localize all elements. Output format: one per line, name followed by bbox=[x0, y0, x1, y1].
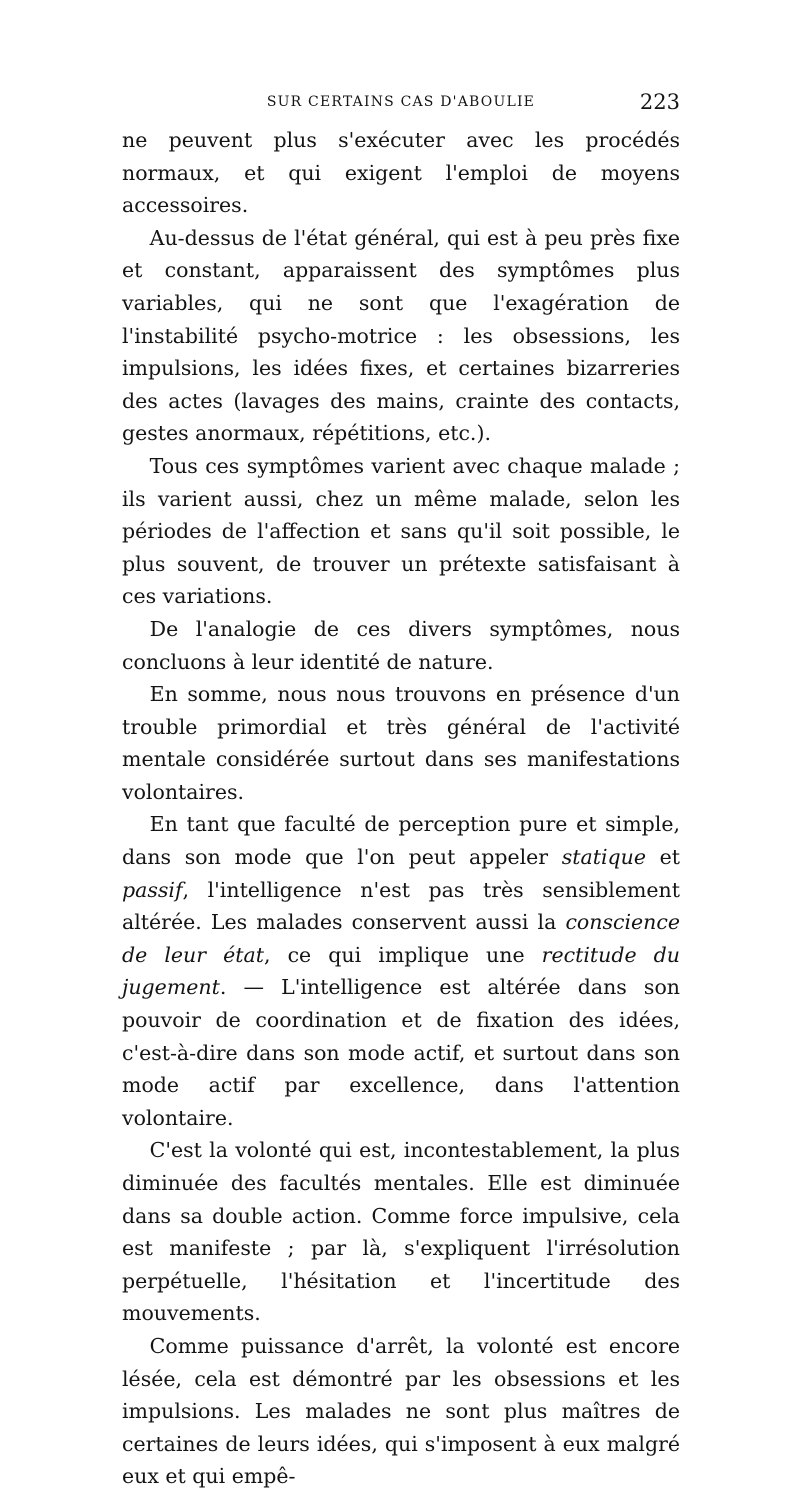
paragraph-text: Comme puissance d'arrêt, la volonté est encore lésée, cela est démontré par les obsessions et les impulsions. Les malades ne sont plus maîtres de certaines de leurs idées, qui s'imposent à eux malgré eux et qui empê- bbox=[122, 1333, 680, 1489]
paragraph-text: En somme, nous nous trouvons en présence d'un trouble primordial et très général de l'activité mentale considérée surtout dans ses manifestations volontaires. bbox=[122, 682, 680, 804]
paragraph bbox=[122, 808, 680, 1134]
paragraph bbox=[122, 613, 680, 678]
paragraph-text: C'est la volonté qui est, incontestablement, la plus diminuée des facultés mentales. Elle est diminuée dans sa double action. Comme force impulsive, cela est manifeste ; par là, s'expliquent l'irrésolution perpétuelle, l'hésitation et l'incertitude des mouvements. bbox=[122, 1138, 680, 1326]
italic-text: passif bbox=[122, 877, 183, 902]
paragraph-text: , l'intelligence n'est pas très sensiblement altérée. Les malades conservent aussi la bbox=[122, 877, 680, 935]
paragraph bbox=[122, 450, 680, 613]
paragraph-text: De l'analogie de ces divers symptômes, nous concluons à leur identité de nature. bbox=[122, 616, 680, 674]
italic-text: rectitude du jugement bbox=[122, 942, 680, 1000]
paragraph bbox=[122, 222, 680, 450]
paragraph bbox=[122, 1330, 680, 1493]
paragraph-text: ne peuvent plus s'exécuter avec les procédés normaux, et qui exigent l'emploi de moyens accessoires. bbox=[122, 128, 680, 218]
paragraph-text: Au-dessus de l'état général, qui est à peu près fixe et constant, apparaissent des symptômes plus variables, qui ne sont que l'exagération de l'instabilité psycho-motrice : les obsessions, les impulsions, les idées fixes, et certaines bizarreries des actes (lavages des mains, crainte des contacts, gestes anormaux, répétitions, etc.). bbox=[122, 225, 680, 446]
paragraph-text: En tant que faculté de perception pure et simple, dans son mode que l'on peut appeler bbox=[122, 812, 680, 870]
running-title: SUR CERTAINS CAS D'ABOULIE bbox=[266, 94, 536, 110]
paragraph-text: , ce qui implique une bbox=[263, 942, 542, 967]
paragraph bbox=[122, 1134, 680, 1330]
running-head bbox=[122, 90, 680, 118]
paragraph-text: . — L'intelligence est altérée dans son pouvoir de coordination et de fixation des idées, c'est-à-dire dans son mode actif, et surtout dans son mode actif par excellence, dans l'attention volontaire. bbox=[122, 975, 680, 1130]
body-text bbox=[122, 124, 680, 1493]
italic-text: statique bbox=[561, 845, 646, 870]
paragraph bbox=[122, 678, 680, 808]
page-number: 223 bbox=[639, 90, 680, 114]
paragraph-text: et bbox=[645, 845, 680, 870]
italic-text: conscience de leur état bbox=[122, 910, 680, 967]
paragraph bbox=[122, 124, 680, 222]
paragraph-text: Tous ces symptômes varient avec chaque malade ; ils varient aussi, chez un même malade, selon les périodes de l'affection et sans qu'il soit possible, le plus souvent, de trouver un prétexte satisfaisant à ces variations. bbox=[122, 453, 680, 609]
